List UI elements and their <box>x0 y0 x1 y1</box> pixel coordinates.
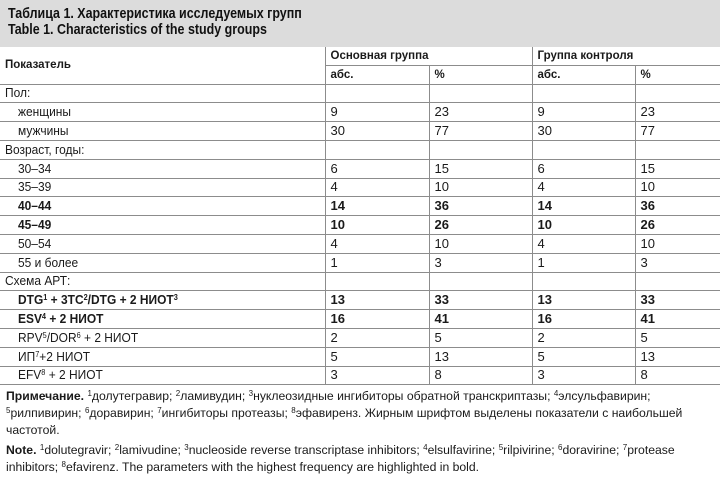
table-body <box>0 47 720 385</box>
cell-c-abs: 9 <box>532 103 635 122</box>
header-indicator: Показатель <box>0 47 325 84</box>
title-ru: Таблица 1. Характеристика исследуемых групп <box>8 6 302 22</box>
row-label: женщины <box>0 103 325 122</box>
cell-c-abs: 30 <box>532 122 635 141</box>
table-row <box>0 310 720 329</box>
cell-m-pct: 5 <box>429 328 532 347</box>
cell-m-abs <box>325 272 429 291</box>
note-ru-text: $^1$долутегравир; $^2$ламивудин; $^3$нуклеозидные ингибиторы обратной транскриптазы; $^4$элсульфавирин; $^5$рилпивирин; $^6$доравирин; $^7$ингибиторы протеазы; $^8$эфавиренз. Жирным шрифтом выделены показатели с наибольшей частотой. <box>6 389 683 437</box>
cell-m-pct: 26 <box>429 216 532 235</box>
characteristics-table <box>0 47 720 385</box>
cell-m-abs: 14 <box>325 197 429 216</box>
cell-c-pct: 41 <box>635 310 720 329</box>
row-label: Пол: <box>0 84 325 103</box>
cell-c-pct: 10 <box>635 178 720 197</box>
cell-c-abs <box>532 140 635 159</box>
cell-c-pct: 15 <box>635 159 720 178</box>
cell-m-pct <box>429 84 532 103</box>
cell-c-abs: 1 <box>532 253 635 272</box>
cell-m-pct: 36 <box>429 197 532 216</box>
cell-c-abs: 14 <box>532 197 635 216</box>
row-label: Возраст, годы: <box>0 140 325 159</box>
cell-c-pct: 33 <box>635 291 720 310</box>
note-en <box>6 442 716 476</box>
cell-m-abs: 10 <box>325 216 429 235</box>
cell-m-pct: 8 <box>429 366 532 385</box>
cell-c-abs <box>532 272 635 291</box>
cell-m-pct <box>429 272 532 291</box>
cell-m-abs: 30 <box>325 122 429 141</box>
header-control-abs: абс. <box>532 65 635 84</box>
cell-m-abs: 16 <box>325 310 429 329</box>
table-row <box>0 291 720 310</box>
cell-c-abs: 13 <box>532 291 635 310</box>
cell-m-abs: 1 <box>325 253 429 272</box>
cell-m-pct: 10 <box>429 178 532 197</box>
table-row <box>0 253 720 272</box>
table-row <box>0 197 720 216</box>
cell-m-abs: 3 <box>325 366 429 385</box>
row-label: Схема АРТ: <box>0 272 325 291</box>
cell-c-pct: 3 <box>635 253 720 272</box>
row-label: мужчины <box>0 122 325 141</box>
cell-m-pct: 77 <box>429 122 532 141</box>
table-row <box>0 234 720 253</box>
cell-m-pct: 15 <box>429 159 532 178</box>
header-control-pct: % <box>635 65 720 84</box>
cell-m-abs: 2 <box>325 328 429 347</box>
table-row <box>0 216 720 235</box>
row-label: $ИП^7+2$ НИОТ <box>0 347 325 366</box>
header-group-control: Группа контроля <box>532 47 720 65</box>
header-main-abs: абс. <box>325 65 429 84</box>
cell-m-pct: 3 <box>429 253 532 272</box>
header-group-main: Основная группа <box>325 47 532 65</box>
row-label: 55 и более <box>0 253 325 272</box>
table-row <box>0 178 720 197</box>
cell-c-pct: 8 <box>635 366 720 385</box>
table-row <box>0 103 720 122</box>
cell-m-abs: 4 <box>325 178 429 197</box>
cell-c-pct: 10 <box>635 234 720 253</box>
cell-c-pct <box>635 84 720 103</box>
cell-c-pct: 77 <box>635 122 720 141</box>
row-label: 35–39 <box>0 178 325 197</box>
row-label: $RPV^5/DOR^6 + 2$ НИОТ <box>0 328 325 347</box>
cell-m-pct: 41 <box>429 310 532 329</box>
note-ru-key: Примечание. <box>6 389 85 403</box>
cell-c-abs <box>532 84 635 103</box>
cell-c-pct: 26 <box>635 216 720 235</box>
cell-m-pct <box>429 140 532 159</box>
row-label: 50–54 <box>0 234 325 253</box>
cell-c-abs: 2 <box>532 328 635 347</box>
table-notes <box>6 388 716 476</box>
cell-m-abs: 9 <box>325 103 429 122</box>
row-label: $DTG^1 + 3TC^2/DTG + 2$ НИОТ$^3$ <box>0 291 325 310</box>
cell-c-abs: 10 <box>532 216 635 235</box>
cell-c-abs: 5 <box>532 347 635 366</box>
title-en: Table 1. Characteristics of the study groups <box>8 22 267 38</box>
row-label: 45–49 <box>0 216 325 235</box>
cell-c-abs: 6 <box>532 159 635 178</box>
table-row <box>0 122 720 141</box>
cell-m-abs <box>325 84 429 103</box>
cell-m-abs: 4 <box>325 234 429 253</box>
row-label: 30–34 <box>0 159 325 178</box>
cell-c-pct: 36 <box>635 197 720 216</box>
table-row <box>0 159 720 178</box>
section-row <box>0 140 720 159</box>
table-row <box>0 328 720 347</box>
cell-m-abs <box>325 140 429 159</box>
table-row <box>0 366 720 385</box>
cell-c-abs: 16 <box>532 310 635 329</box>
header-row-groups <box>0 47 720 65</box>
section-row <box>0 84 720 103</box>
cell-m-pct: 33 <box>429 291 532 310</box>
cell-c-pct <box>635 140 720 159</box>
cell-c-abs: 3 <box>532 366 635 385</box>
cell-m-abs: 13 <box>325 291 429 310</box>
note-en-text: $^1$dolutegravir; $^2$lamivudine; $^3$nucleoside reverse transcriptase inhibitors; $^4$elsulfavirine; $^5$rilpivirine; $^6$doravirine; $^7$protease inhibitors; $^8$efavirenz. The parameters with the highest frequency are highlighted in bold. <box>6 443 675 474</box>
row-label: $ESV^4 + 2$ НИОТ <box>0 310 325 329</box>
cell-c-pct: 5 <box>635 328 720 347</box>
cell-c-pct: 13 <box>635 347 720 366</box>
table-row <box>0 347 720 366</box>
note-ru <box>6 388 716 439</box>
cell-m-abs: 6 <box>325 159 429 178</box>
table-title-bar <box>0 0 720 47</box>
row-label: $EFV^8 + 2$ НИОТ <box>0 366 325 385</box>
section-row <box>0 272 720 291</box>
cell-m-pct: 10 <box>429 234 532 253</box>
cell-c-abs: 4 <box>532 234 635 253</box>
cell-m-pct: 23 <box>429 103 532 122</box>
cell-m-pct: 13 <box>429 347 532 366</box>
row-label: 40–44 <box>0 197 325 216</box>
cell-c-pct: 23 <box>635 103 720 122</box>
header-main-pct: % <box>429 65 532 84</box>
note-en-key: Note. <box>6 443 37 457</box>
cell-c-abs: 4 <box>532 178 635 197</box>
cell-c-pct <box>635 272 720 291</box>
cell-m-abs: 5 <box>325 347 429 366</box>
